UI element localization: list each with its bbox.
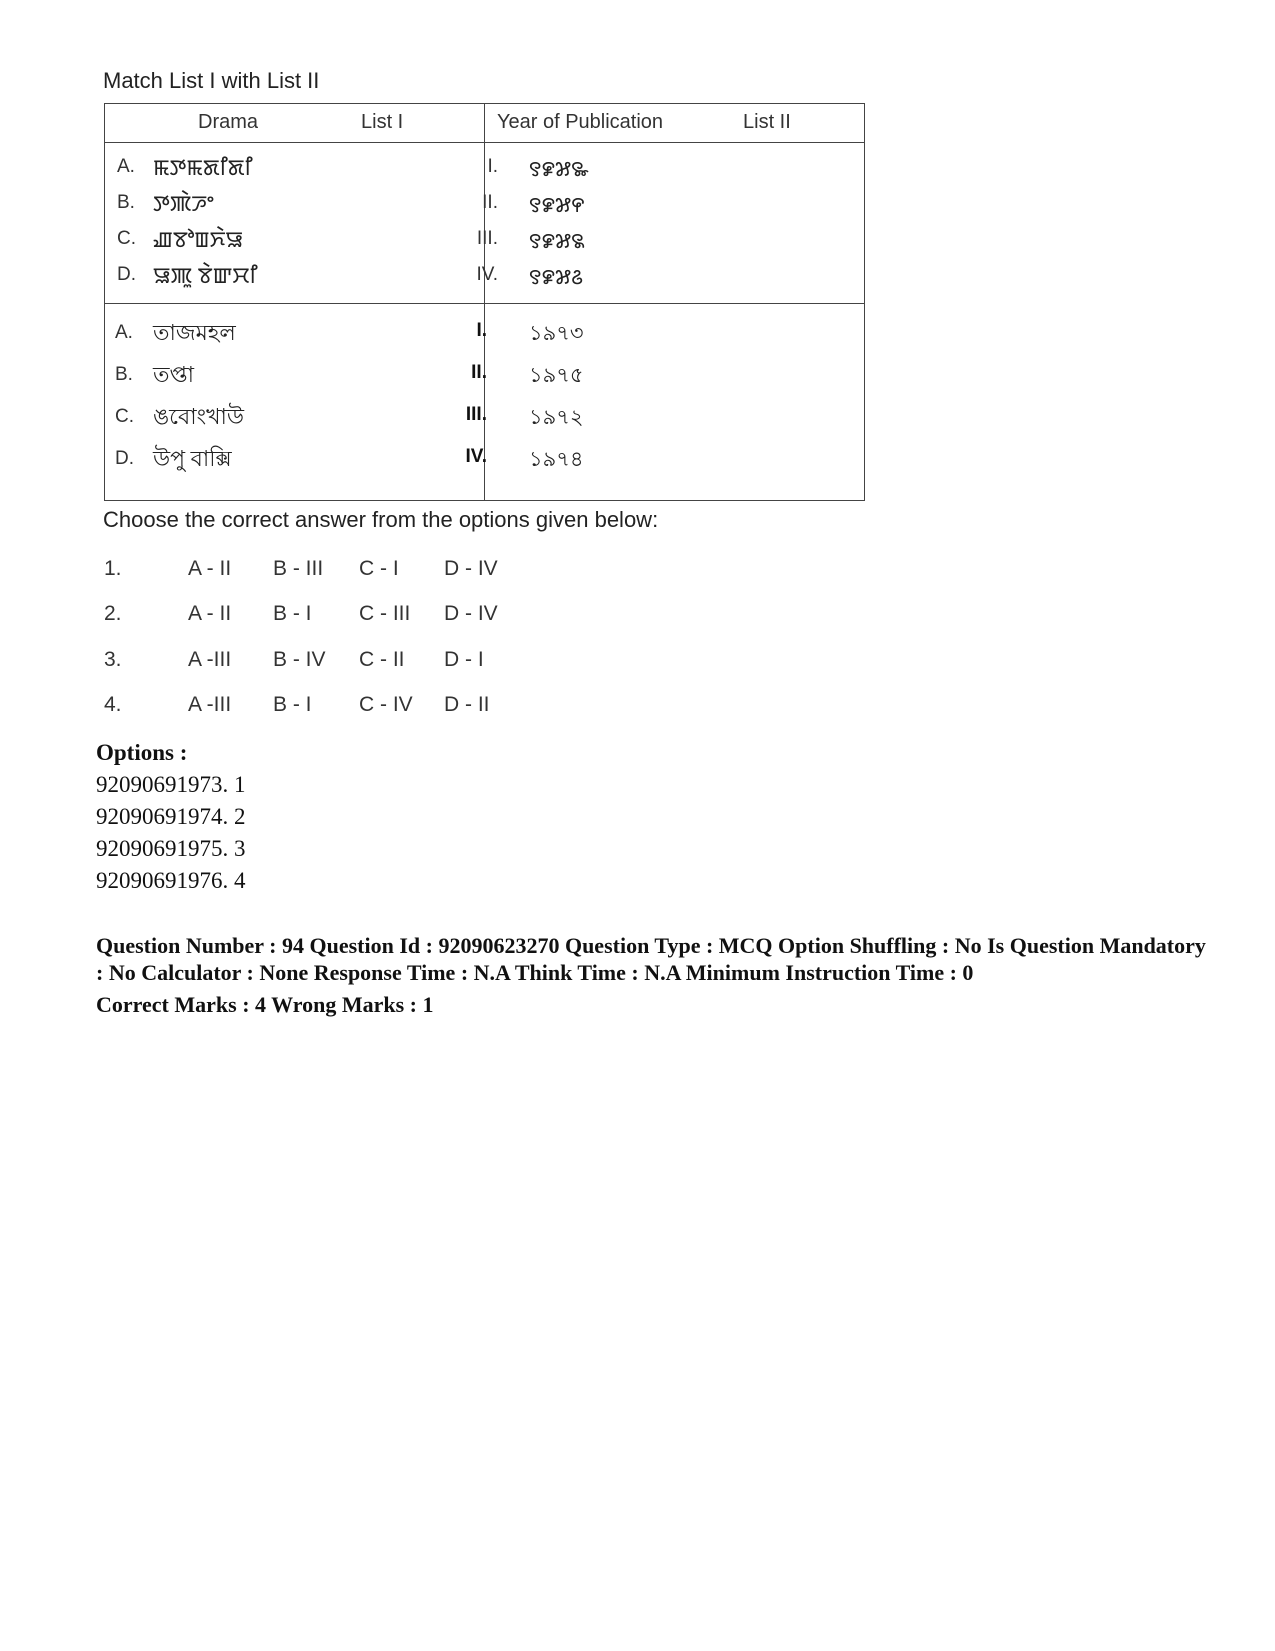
header-list-two: List II [743, 111, 791, 133]
option-item: 92090691974. 2 [96, 804, 246, 829]
choice-pair-a: A - II [188, 557, 232, 580]
choice-pair-b: B - IV [273, 648, 326, 671]
publication-year: ꯱꯹꯷꯵ [529, 193, 585, 217]
instruction-text: Choose the correct answer from the options given below: [103, 507, 659, 532]
choice-pair-b: B - III [273, 557, 324, 580]
publication-year: ꯱꯹꯷꯳ [529, 157, 589, 181]
publication-year: ꯱꯹꯷꯲ [529, 229, 585, 253]
match-table [104, 103, 865, 501]
drama-name: উপু বাক্সি [153, 446, 232, 471]
drama-name: ꯎꯄꯨ ꯕꯥꯛꯆꯤ [153, 263, 258, 288]
choice-number: 4. [104, 693, 122, 716]
options-block [96, 737, 246, 897]
choice-pair-d: D - II [444, 693, 490, 716]
drama-name: তপ্তা [153, 362, 194, 387]
choice-pair-d: D - IV [444, 557, 498, 580]
choice-pair-c: C - III [359, 602, 411, 625]
drama-name: ꯃꯇꯃꯗꯤꯗꯤ [153, 155, 253, 180]
marks-info: Correct Marks : 4 Wrong Marks : 1 [96, 992, 434, 1017]
choice-pair-a: A -III [188, 693, 232, 716]
choice-number: 3. [104, 648, 122, 671]
question-metadata [96, 932, 1206, 1018]
choice-pair-a: A -III [188, 648, 232, 671]
table-section-divider [105, 303, 864, 304]
header-drama: Drama [198, 111, 259, 133]
row-letter: C. [115, 406, 134, 427]
roman-numeral: III. [476, 228, 498, 249]
row-letter: B. [117, 192, 135, 213]
drama-name: ꯇꯄꯥꯍꯦ [153, 191, 214, 216]
choice-row [0, 557, 600, 587]
choice-number: 2. [104, 602, 122, 625]
row-letter: A. [117, 156, 135, 177]
drama-name: ꯉꯕꯣꯡꯈꯥꯎ [153, 227, 244, 252]
table-header-divider [105, 142, 864, 143]
row-letter: D. [117, 264, 136, 285]
choice-row [0, 693, 600, 723]
question-info: Question Number : 94 Question Id : 92090623270 Question Type : MCQ Option Shuffling : No Is Question Mandatory : No Calculator : None Response Time : N.A Think Time : N.A Minimum Instruction Time : 0 [96, 933, 1206, 985]
publication-year: ꯱꯹꯷꯴ [529, 265, 584, 289]
option-item: 92090691975. 3 [96, 836, 246, 861]
choice-pair-c: C - I [359, 557, 399, 580]
options-heading: Options : [96, 740, 188, 765]
choice-pair-b: B - I [273, 693, 312, 716]
option-item: 92090691976. 4 [96, 868, 246, 893]
row-letter: A. [115, 322, 133, 343]
row-letter: C. [117, 228, 136, 249]
roman-numeral: II. [471, 362, 487, 383]
header-year: Year of Publication [497, 111, 664, 133]
publication-year: ১৯৭৫ [529, 363, 584, 387]
choice-pair-c: C - II [359, 648, 405, 671]
roman-numeral: I. [487, 156, 498, 177]
drama-name: তাজমহল [153, 320, 236, 345]
publication-year: ১৯৭৩ [529, 321, 584, 345]
choice-number: 1. [104, 557, 122, 580]
roman-numeral: I. [476, 320, 487, 341]
question-title: Match List I with List II [103, 68, 320, 93]
choice-pair-a: A - II [188, 602, 232, 625]
choice-row [0, 648, 600, 678]
option-item: 92090691973. 1 [96, 772, 246, 797]
roman-numeral: IV. [465, 446, 487, 467]
row-letter: D. [115, 448, 134, 469]
header-list-one: List I [361, 111, 404, 133]
publication-year: ১৯৭৪ [529, 447, 584, 471]
choice-pair-d: D - I [444, 648, 484, 671]
row-letter: B. [115, 364, 133, 385]
roman-numeral: III. [465, 404, 487, 425]
publication-year: ১৯৭২ [529, 405, 584, 429]
roman-numeral: II. [482, 192, 498, 213]
drama-name: ঙবোংখাউ [153, 404, 245, 429]
choice-pair-b: B - I [273, 602, 312, 625]
choice-row [0, 602, 600, 632]
choice-pair-c: C - IV [359, 693, 413, 716]
choice-pair-d: D - IV [444, 602, 498, 625]
roman-numeral: IV. [476, 264, 498, 285]
